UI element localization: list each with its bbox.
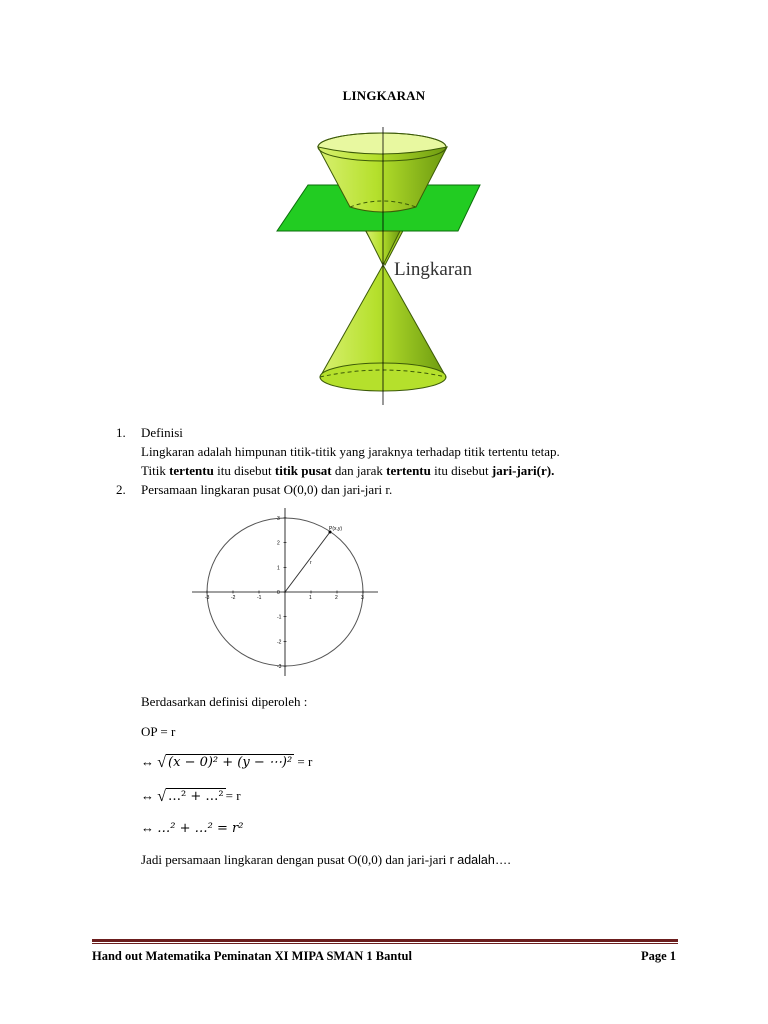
numbered-list — [116, 423, 676, 499]
cone-label: Lingkaran — [394, 259, 473, 280]
list-heading: Persamaan lingkaran pusat O(0,0) dan jari-jari r. — [141, 482, 393, 497]
x-tick-label: 1 — [309, 595, 312, 601]
radius-line — [285, 532, 330, 592]
footer-rule-thin — [92, 943, 678, 944]
y-tick-label: -3 — [277, 664, 282, 671]
derivation-intro: Berdasarkan definisi diperoleh : — [141, 694, 308, 709]
list-number: 2. — [116, 482, 126, 497]
list-number: 1. — [116, 425, 126, 440]
list-item-persamaan — [116, 480, 676, 499]
x-tick-label: -1 — [257, 595, 262, 601]
equation-sqrt-2: ↔ √ …² + …² = r — [141, 788, 241, 805]
y-tick-label: -1 — [277, 614, 282, 621]
page-title: LINGKARAN — [342, 88, 426, 103]
footer-text: Hand out Matematika Peminatan XI MIPA SMAN 1 Bantul — [92, 949, 412, 963]
definition-line-2: Titik tertentu itu disebut titik pusat dan jarak tertentu itu disebut jari-jari(r). — [141, 463, 555, 478]
x-tick-label: 3 — [361, 595, 364, 601]
equation-final: ↔ …² + …² = r² — [141, 820, 244, 836]
equation-op: OP = r — [141, 724, 176, 739]
circle-graph — [190, 506, 380, 678]
definition-line: Lingkaran adalah himpunan titik-titik yang jaraknya terhadap titik tertentu tetap. — [141, 444, 560, 459]
point-label: P(x,y) — [329, 526, 343, 532]
x-tick-label: -3 — [205, 595, 210, 601]
radius-label: r — [310, 560, 312, 566]
x-tick-label: -2 — [231, 595, 236, 601]
y-tick-label: 1 — [277, 565, 280, 572]
conclusion: Jadi persamaan lingkaran dengan pusat O(0,0) dan jari-jari r adalah…. — [141, 852, 511, 867]
double-cone-figure — [270, 125, 510, 410]
list-heading: Definisi — [141, 425, 183, 440]
footer-rule — [92, 939, 678, 942]
equation-sqrt-1: ↔ √ (x − 0)² + (y − ⋯)² = r — [141, 754, 313, 771]
y-tick-label: 0 — [277, 590, 280, 596]
page-number: Page 1 — [640, 949, 676, 963]
y-tick-label: 2 — [277, 540, 280, 547]
y-tick-label: 3 — [277, 515, 280, 522]
list-item-definisi — [116, 423, 676, 480]
y-tick-label: -2 — [277, 639, 282, 646]
x-tick-label: 2 — [335, 595, 338, 601]
